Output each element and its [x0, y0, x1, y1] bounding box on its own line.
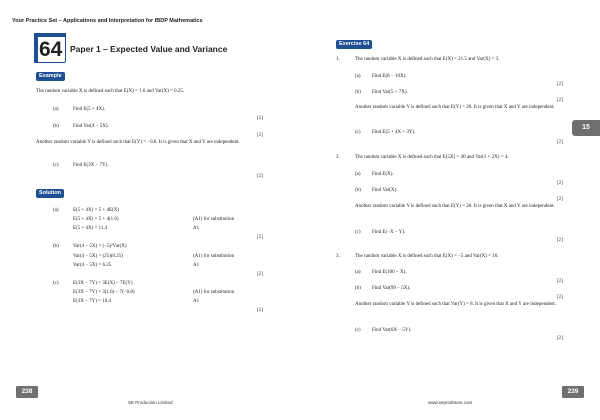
q1-a-mark: [2]: [557, 82, 563, 87]
example-a-mark: [2]: [257, 116, 263, 121]
example-a-text: Find E(5 + 4X).: [73, 107, 105, 112]
solution-a-line2: E(5 + 4X) = 5 + 4(1.6): [73, 217, 119, 222]
q2-num: 2.: [336, 155, 340, 160]
solution-a-note2: (A1) for substitution: [193, 217, 235, 222]
q1-b-text: Find Var(5 + 7X).: [372, 90, 408, 95]
q3-another: Another random variable Y is defined such that Var(Y) = 8. It is given that X and Y are independent.: [355, 302, 556, 307]
q3-a-num: (a): [355, 270, 361, 275]
q2-a-mark: [2]: [557, 181, 563, 186]
book-title: Your Practice Set – Applications and Interpretation for IBDP Mathematics: [12, 18, 203, 24]
example-c-mark: [2]: [257, 174, 263, 179]
example-b-text: Find Var(4 − 5X).: [73, 124, 109, 129]
q2-c-text: Find E(−X − Y).: [372, 230, 406, 235]
q3-c-text: Find Var(6X − 5Y).: [372, 328, 412, 333]
solution-b-line2: Var(4 − 5X) = (25)(0.25): [73, 254, 123, 259]
q2-b-text: Find Var(X).: [372, 188, 398, 193]
q2-c-num: (c): [355, 230, 361, 235]
exercise-label: Exercise 64: [336, 40, 372, 49]
q1-c-num: (c): [355, 130, 361, 135]
left-page-number: 238: [16, 386, 38, 398]
q1-b-num: (b): [355, 90, 361, 95]
solution-c-line2: E(3X − 7Y) = 3(1.6) − 7(−0.8): [73, 290, 135, 295]
chapter-title: Paper 1 – Expected Value and Variance: [70, 44, 228, 54]
q2-intro: The random variable X is defined such that E(5X) = 40 and Var(1 + 2X) = 4.: [355, 155, 509, 160]
solution-b-line1: Var(4 − 5X) = (−5)²Var(X): [73, 244, 127, 249]
q2-a-num: (a): [355, 172, 361, 177]
q3-intro: The random variable X is defined such that E(X) = −5 and Var(X) = 16.: [355, 254, 499, 259]
chapter-number: 64: [39, 38, 63, 61]
solution-a-note3: A1: [193, 226, 200, 231]
solution-b-mark: [2]: [257, 272, 263, 277]
q2-b-mark: [2]: [557, 197, 563, 202]
solution-b-note2: (A1) for substitution: [193, 254, 235, 259]
example-intro: The random variable X is defined such that E(X) = 1.6 and Var(X) = 0.25.: [36, 89, 185, 94]
solution-a-mark: [2]: [257, 235, 263, 240]
solution-a-num: (a): [53, 208, 59, 213]
q1-a-text: Find E(8 − 10X).: [372, 74, 407, 79]
q1-intro: The random variable X is defined such that E(X) = 21.5 and Var(X) = 3.: [355, 57, 500, 62]
q2-a-text: Find E(X).: [372, 172, 394, 177]
example-a-num: (a): [53, 107, 59, 112]
q1-c-mark: [2]: [557, 140, 563, 145]
q2-another: Another random variable Y is defined such that E(Y) = 20. It is given that X and Y are independent.: [355, 204, 555, 209]
q2-b-num: (b): [355, 188, 361, 193]
right-page-number: 239: [562, 386, 584, 398]
solution-b-num: (b): [53, 244, 59, 249]
q3-b-text: Find Var(99 − 5X).: [372, 286, 411, 291]
solution-c-line3: E(3X − 7Y) = 10.4: [73, 299, 111, 304]
chapter-side-tab[interactable]: 15: [572, 120, 600, 136]
q2-c-mark: [2]: [557, 238, 563, 243]
solution-b-note3: A1: [193, 263, 200, 268]
chapter-number-box: [36, 35, 66, 63]
solution-c-num: (c): [53, 281, 59, 286]
example-c-text: Find E(3X − 7Y).: [73, 163, 109, 168]
q3-num: 3.: [336, 254, 340, 259]
q3-a-mark: [2]: [557, 279, 563, 284]
website-link[interactable]: www.seprodstore.com: [428, 400, 473, 405]
solution-c-note3: A1: [193, 299, 200, 304]
q1-c-text: Find E(5 + 4X + 3Y).: [372, 130, 416, 135]
publisher-name: SE Production Limited: [128, 400, 173, 405]
q3-b-num: (b): [355, 286, 361, 291]
example-another: Another random variable Y is defined such that E(Y) = −0.8. It is given that X and Y are independent.: [36, 140, 240, 145]
example-c-num: (c): [53, 163, 59, 168]
solution-label: Solution: [36, 189, 64, 198]
q1-a-num: (a): [355, 74, 361, 79]
q3-b-mark: [2]: [557, 295, 563, 300]
solution-c-note2: (A1) for substitution: [193, 290, 235, 295]
example-label: Example: [36, 72, 65, 81]
q1-b-mark: [2]: [557, 98, 563, 103]
example-b-num: (b): [53, 124, 59, 129]
q1-num: 1.: [336, 57, 340, 62]
example-b-mark: [2]: [257, 133, 263, 138]
solution-c-line1: E(3X − 7Y) = 3E(X) − 7E(Y): [73, 281, 133, 286]
solution-b-line3: Var(4 − 5X) = 6.25: [73, 263, 112, 268]
solution-a-line1: E(5 + 4X) = 5 + 4E(X): [73, 208, 119, 213]
q1-another: Another random variable Y is defined such that E(Y) = 20. It is given that X and Y are independent.: [355, 105, 555, 110]
q3-a-text: Find E(100 − X).: [372, 270, 407, 275]
solution-a-line3: E(5 + 4X) = 11.4: [73, 226, 108, 231]
q3-c-num: (c): [355, 328, 361, 333]
solution-c-mark: [2]: [257, 308, 263, 313]
q3-c-mark: [2]: [557, 336, 563, 341]
